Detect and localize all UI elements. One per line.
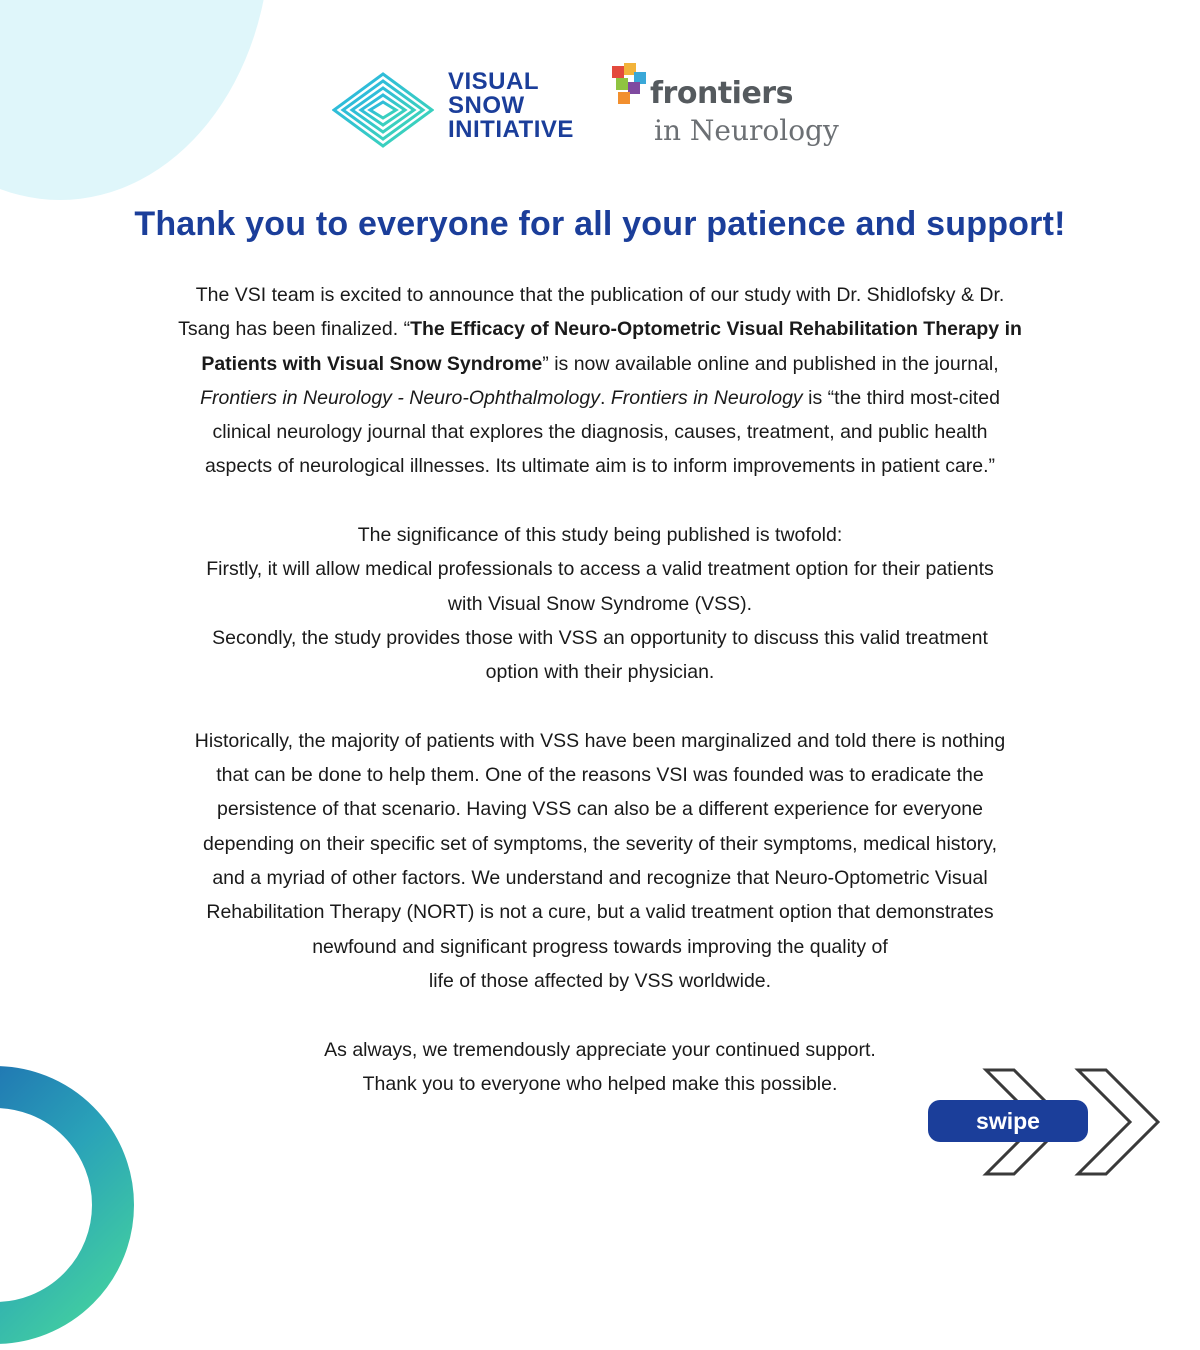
text-line: The VSI team is excited to announce that the publication of our study with Dr. Shidlofsky & Dr. (195, 284, 1005, 306)
text-line: newfound and significant progress towards improving the quality of (312, 935, 888, 958)
text-line: depending on their specific set of symptoms, the severity of their symptoms, medical history, (202, 832, 998, 855)
logos-header (332, 62, 872, 162)
text-line: clinical neurology journal that explores the diagnosis, causes, treatment, and public health (212, 421, 988, 444)
journal-name-italic: Frontiers in Neurology (610, 386, 803, 409)
swipe-button[interactable]: swipe (928, 1100, 1088, 1142)
paragraph-publication (80, 278, 1120, 484)
text-fragment: Tsang has been finalized. “ (178, 318, 411, 341)
text-line (80, 312, 1120, 346)
text-line: aspects of neurological illnesses. Its ultimate aim is to inform improvements in patient care.” (204, 455, 996, 478)
vsi-wordmark-line: INITIATIVE (448, 116, 574, 143)
text-line (80, 347, 1120, 381)
text-line: with Visual Snow Syndrome (VSS). (447, 592, 753, 615)
paragraph-thanks (80, 1033, 1120, 1102)
study-title-bold: Patients with Visual Snow Syndrome (201, 352, 543, 375)
text-fragment: . (600, 386, 611, 409)
frontiers-cube-logo-icon (610, 62, 650, 106)
study-title-bold: The Efficacy of Neuro-Optometric Visual Rehabilitation Therapy in (410, 318, 1022, 341)
text-fragment: is “the third most-cited (802, 386, 1000, 409)
text-line: The significance of this study being published is twofold: (357, 524, 843, 547)
decorative-circle-top (0, 0, 270, 200)
text-line: As always, we tremendously appreciate your continued support. (324, 1038, 876, 1061)
paragraph-significance (80, 518, 1120, 689)
text-line: life of those affected by VSS worldwide. (428, 969, 772, 992)
vsi-wordmark (448, 70, 574, 142)
text-line (80, 381, 1120, 415)
announcement-body (80, 278, 1120, 1101)
text-line: Historically, the majority of patients with VSS have been marginalized and told there is nothing (194, 729, 1006, 752)
text-line: that can be done to help them. One of the reasons VSI was founded was to eradicate the (216, 764, 984, 787)
frontiers-journal-name: in Neurology (654, 114, 839, 147)
text-fragment: ” is now available online and published in the journal, (542, 352, 999, 375)
text-line: option with their physician. (485, 661, 715, 684)
visual-snow-initiative-logo-icon (332, 72, 434, 148)
text-line: persistence of that scenario. Having VSS can also be a different experience for everyone (216, 798, 983, 821)
text-line: Thank you to everyone who helped make this possible. (362, 1072, 838, 1095)
page-title: Thank you to everyone for all your patience and support! (134, 205, 1066, 243)
paragraph-history (80, 724, 1120, 998)
journal-name-italic: Frontiers in Neurology - Neuro-Ophthalmology (200, 386, 600, 409)
text-line: Firstly, it will allow medical professionals to access a valid treatment option for their patients (206, 558, 994, 581)
text-line: and a myriad of other factors. We understand and recognize that Neuro-Optometric Visual (212, 867, 988, 890)
vsi-wordmark-line: SNOW (448, 92, 525, 119)
text-line: Secondly, the study provides those with VSS an opportunity to discuss this valid treatment (212, 626, 988, 649)
vsi-wordmark-line: VISUAL (448, 68, 540, 95)
frontiers-wordmark: frontiers (650, 76, 793, 111)
text-line: Rehabilitation Therapy (NORT) is not a cure, but a valid treatment option that demonstrates (206, 901, 994, 924)
